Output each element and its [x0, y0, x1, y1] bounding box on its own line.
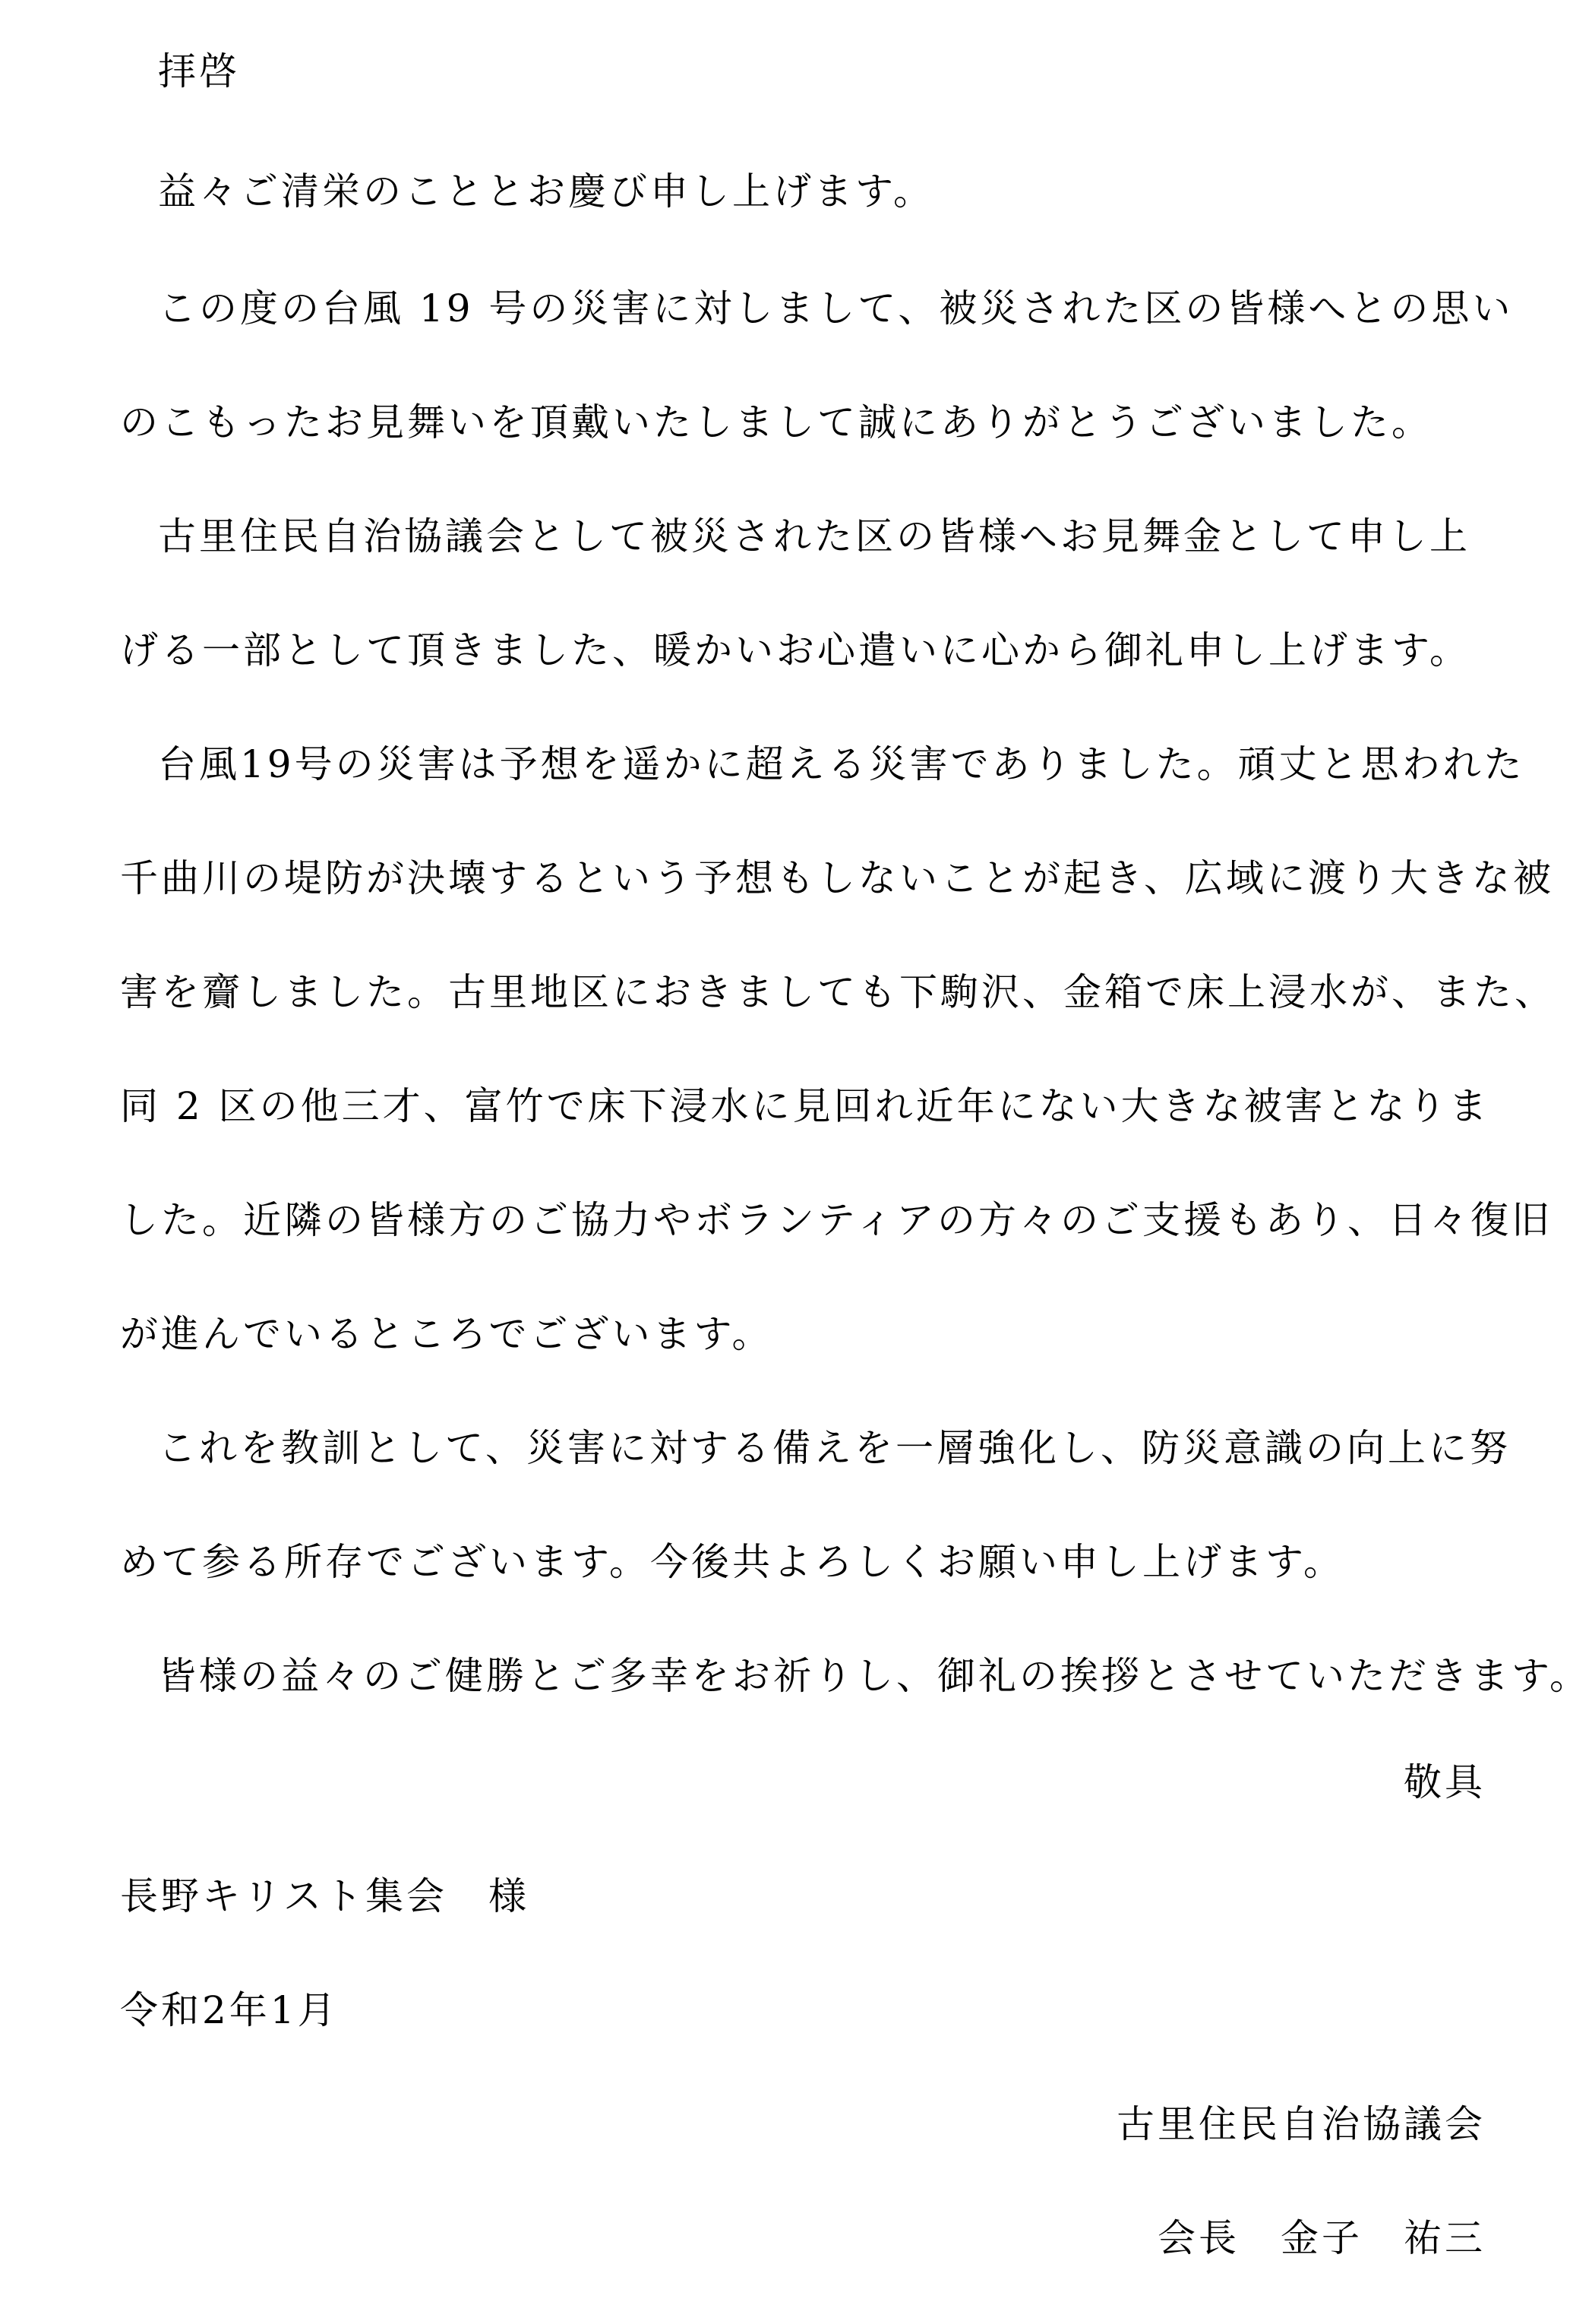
paragraph-5-line-2: めて参る所存でございます。今後共よろしくお願い申し上げます。 — [120, 1540, 1344, 1584]
paragraph-4-line-2: 千曲川の堤防が決壊するという予想もしないことが起き、広域に渡り大きな被 — [120, 856, 1554, 900]
paragraph-5-line-1: これを教訓として、災害に対する備えを一層強化し、防災意識の向上に努 — [158, 1426, 1511, 1470]
paragraph-4-line-4: 同 2 区の他三才、富竹で床下浸水に見回れ近年にない大きな被害となりま — [120, 1084, 1490, 1128]
paragraph-3-line-1: 古里住民自治協議会として被災された区の皆様へお見舞金として申し上 — [158, 514, 1470, 558]
paragraph-4-line-6: が進んでいるところでございます。 — [120, 1312, 773, 1356]
sender-organization: 古里住民自治協議会 — [1117, 2102, 1486, 2146]
sender-name: 会長 金子 祐三 — [1158, 2216, 1486, 2260]
paragraph-3-line-2: げる一部として頂きました、暖かいお心遣いに心から御礼申し上げます。 — [120, 628, 1470, 672]
paragraph-2-line-2: のこもったお見舞いを頂戴いたしまして誠にありがとうございました。 — [120, 400, 1432, 444]
opening-salutation: 拝啓 — [158, 49, 240, 93]
date: 令和2年1月 — [120, 1988, 339, 2032]
paragraph-2-line-1: この度の台風 19 号の災害に対しまして、被災された区の皆様へとの思い — [158, 286, 1514, 330]
paragraph-4-line-1: 台風19号の災害は予想を遥かに超える災害でありました。頑丈と思われた — [158, 742, 1525, 786]
addressee: 長野キリスト集会 様 — [120, 1874, 529, 1918]
closing-salutation: 敬具 — [1404, 1760, 1486, 1804]
paragraph-4-line-3: 害を齎しました。古里地区におきましても下駒沢、金箱で床上浸水が、また、 — [120, 970, 1556, 1014]
paragraph-4-line-5: した。近隣の皆様方のご協力やボランティアの方々のご支援もあり、日々復旧 — [120, 1198, 1553, 1242]
paragraph-1: 益々ご清栄のこととお慶び申し上げます。 — [158, 169, 934, 213]
paragraph-6: 皆様の益々のご健勝とご多幸をお祈りし、御礼の挨拶とさせていただきます。 — [158, 1654, 1590, 1698]
